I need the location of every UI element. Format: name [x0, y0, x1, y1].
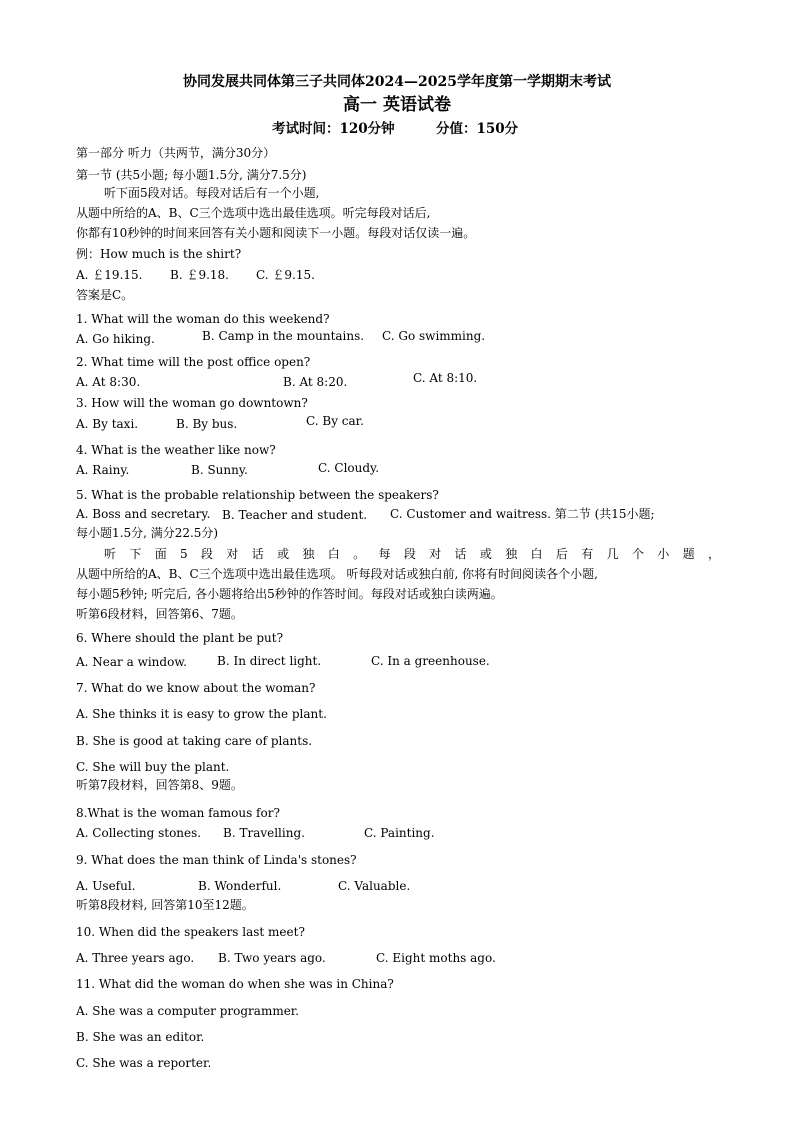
q3-option-a: A. By taxi. [76, 417, 139, 431]
example-option-b: B. ￡9.18. [170, 268, 229, 282]
section2-instruction: 从题中所给的A、B、C三个选项中选出最佳选项。 听每段对话或独白前, 你将有时间阅读各个小题, [76, 567, 598, 581]
section1-heading: 第一节 (共5小题; 每小题1.5分, 满分7.5分) [76, 168, 307, 182]
q9-option-a: A. Useful. [76, 879, 136, 893]
q7-option-c: C. She will buy the plant. [76, 760, 230, 774]
q6-option-a: A. Near a window. [76, 655, 187, 669]
question-9: 9. What does the man think of Linda's stones? [76, 853, 357, 867]
question-1: 1. What will the woman do this weekend? [76, 312, 330, 326]
q1-option-b: B. Camp in the mountains. [202, 329, 365, 343]
material-heading: 听第6段材料，回答第6、7题。 [76, 607, 243, 621]
section1-instruction: 从题中所给的A、B、C三个选项中选出最佳选项。听完每段对话后, [76, 206, 431, 220]
q9-option-b: B. Wonderful. [198, 879, 282, 893]
example-question: 例：How much is the shirt? [76, 247, 242, 261]
question-2: 2. What time will the post office open? [76, 355, 311, 369]
q7-option-b: B. She is good at taking care of plants. [76, 734, 313, 748]
q2-option-a: A. At 8:30. [76, 375, 141, 389]
q10-option-c: C. Eight moths ago. [376, 951, 496, 965]
question-11: 11. What did the woman do when she was in China? [76, 977, 394, 991]
example-option-c: C. ￡9.15. [256, 268, 315, 282]
q10-option-b: B. Two years ago. [218, 951, 326, 965]
example-answer: 答案是C。 [76, 288, 134, 302]
question-8: 8.What is the woman famous for? [76, 806, 280, 820]
q10-option-a: A. Three years ago. [76, 951, 195, 965]
q5-option-b: B. Teacher and student. [222, 508, 368, 522]
question-5: 5. What is the probable relationship between the speakers? [76, 488, 439, 502]
q8-option-b: B. Travelling. [223, 826, 305, 840]
part1-heading: 第一部分 听力（共两节，满分30分） [76, 146, 276, 160]
material-heading: 听第8段材料, 回答第10至12题。 [76, 898, 254, 912]
q11-option-c: C. She was a reporter. [76, 1056, 212, 1070]
section1-instruction: 你都有10秒钟的时间来回答有关小题和阅读下一小题。每段对话仅读一遍。 [76, 226, 476, 240]
q11-option-b: B. She was an editor. [76, 1030, 205, 1044]
q6-option-b: B. In direct light. [217, 654, 322, 668]
q4-option-c: C. Cloudy. [318, 461, 380, 475]
question-3: 3. How will the woman go downtown? [76, 396, 308, 410]
question-7: 7. What do we know about the woman? [76, 681, 316, 695]
exam-time: 考试时间：120分钟 [272, 121, 395, 137]
example-option-a: A. ￡19.15. [76, 268, 143, 282]
question-4: 4. What is the weather like now? [76, 443, 276, 457]
q8-option-a: A. Collecting stones. [76, 826, 202, 840]
q5-option-c: C. Customer and waitress. 第二节 (共15小题; [390, 507, 655, 521]
q7-option-a: A. She thinks it is easy to grow the plant. [76, 707, 327, 721]
material-heading: 听第7段材料，回答第8、9题。 [76, 778, 243, 792]
section2-heading: 每小题1.5分, 满分22.5分) [76, 526, 219, 540]
q1-option-a: A. Go hiking. [76, 332, 155, 346]
q2-option-b: B. At 8:20. [283, 375, 348, 389]
q6-option-c: C. In a greenhouse. [371, 654, 490, 668]
q8-option-c: C. Painting. [364, 826, 435, 840]
question-6: 6. Where should the plant be put? [76, 631, 284, 645]
q11-option-a: A. She was a computer programmer. [76, 1004, 300, 1018]
section1-instruction: 听下面5段对话。每段对话后有一个小题, [104, 186, 320, 200]
q4-option-a: A. Rainy. [76, 463, 130, 477]
q2-option-c: C. At 8:10. [413, 371, 478, 385]
q9-option-c: C. Valuable. [338, 879, 411, 893]
question-10: 10. When did the speakers last meet? [76, 925, 305, 939]
section2-instruction: 每小题5秒钟; 听完后, 各小题将给出5秒钟的作答时间。每段对话或独白读两遍。 [76, 587, 503, 601]
q1-option-c: C. Go swimming. [382, 329, 486, 343]
q3-option-c: C. By car. [306, 414, 364, 428]
exam-title: 协同发展共同体第三子共同体2024—2025学年度第一学期期末考试 [183, 74, 611, 90]
q5-option-a: A. Boss and secretary. [76, 507, 211, 521]
paper-subtitle: 高一 英语试卷 [343, 95, 451, 115]
q3-option-b: B. By bus. [176, 417, 238, 431]
section2-instruction: 听下面5段对话或独白。每段对话或独白后有几个小题， [104, 547, 720, 561]
q4-option-b: B. Sunny. [191, 463, 248, 477]
exam-score: 分值：150分 [436, 121, 519, 137]
